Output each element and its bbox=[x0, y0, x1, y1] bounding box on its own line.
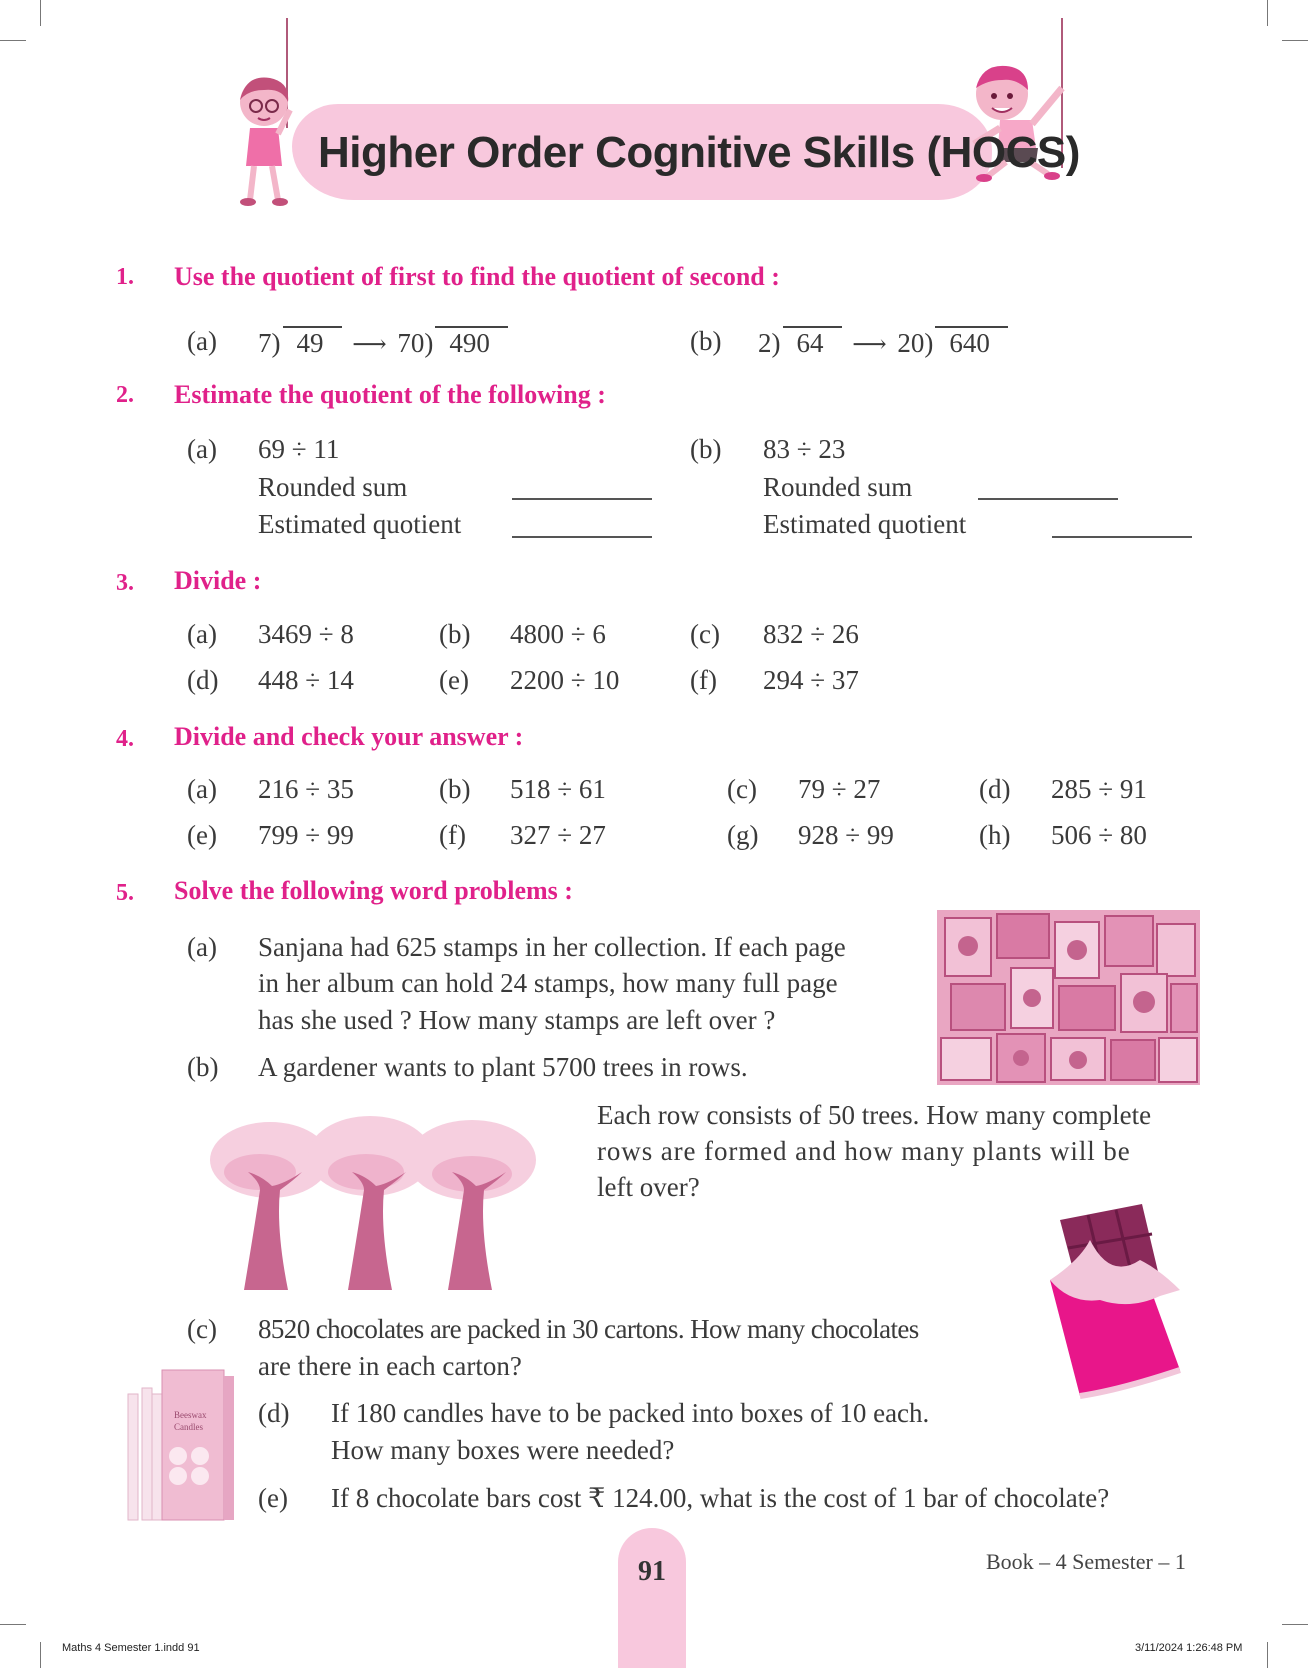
q4-item-expr: 518 ÷ 61 bbox=[510, 774, 606, 804]
q2-b-label: (b) bbox=[690, 434, 722, 464]
q3-item-expr: 3469 ÷ 8 bbox=[258, 619, 354, 649]
question-2-text: Estimate the quotient of the following : bbox=[174, 380, 606, 409]
crop-mark bbox=[0, 1624, 26, 1625]
q2-a-estimated-blank[interactable] bbox=[512, 536, 652, 538]
q4-item-label: (a) bbox=[187, 774, 217, 804]
arrow-right-icon: ⟶ bbox=[852, 332, 887, 358]
question-5-text: Solve the following word problems : bbox=[174, 876, 573, 905]
q5-a-line: in her album can hold 24 stamps, how many full page bbox=[258, 968, 838, 998]
q1-b-long-division: 2) 64 ⟶ 20) 640 bbox=[758, 326, 1008, 359]
q3-item-expr: 832 ÷ 26 bbox=[763, 619, 859, 649]
q3-item-label: (d) bbox=[187, 665, 219, 695]
candle-box-line2: Candles bbox=[174, 1422, 203, 1432]
page-title: Higher Order Cognitive Skills (HOCS) bbox=[318, 128, 1080, 177]
question-1-number: 1. bbox=[116, 264, 134, 290]
crop-mark bbox=[40, 1642, 41, 1668]
divisor: 7 bbox=[258, 328, 272, 358]
q5-b-label: (b) bbox=[187, 1052, 219, 1082]
q4-item-label: (c) bbox=[727, 774, 757, 804]
question-1-text: Use the quotient of first to find the quotient of second : bbox=[174, 262, 780, 291]
q5-c-line: are there in each carton? bbox=[258, 1351, 522, 1381]
girl-illustration bbox=[226, 70, 306, 210]
question-2-number: 2. bbox=[116, 382, 134, 408]
q2-a-expr: 69 ÷ 11 bbox=[258, 434, 340, 464]
crop-mark bbox=[1267, 1642, 1268, 1668]
q4-item-label: (e) bbox=[187, 820, 217, 850]
q3-item-label: (f) bbox=[690, 665, 717, 695]
q1-b-label: (b) bbox=[690, 326, 722, 356]
q5-e-text: If 8 chocolate bars cost ₹ 124.00, what is the cost of 1 bar of chocolate? bbox=[331, 1483, 1110, 1513]
q3-item-label: (a) bbox=[187, 619, 217, 649]
q5-c-line: 8520 chocolates are packed in 30 cartons. How many chocolates bbox=[258, 1314, 919, 1344]
page-number: 91 bbox=[638, 1556, 666, 1587]
q4-item-expr: 79 ÷ 27 bbox=[798, 774, 881, 804]
slug-left: Maths 4 Semester 1.indd 91 bbox=[62, 1642, 200, 1654]
candle-box-line1: Beeswax bbox=[174, 1410, 207, 1420]
q4-item-expr: 285 ÷ 91 bbox=[1051, 774, 1147, 804]
stamps-image bbox=[937, 910, 1200, 1085]
q5-c-label: (c) bbox=[187, 1314, 217, 1344]
q2-b-estimated-label: Estimated quotient bbox=[763, 509, 967, 539]
chocolate-illustration bbox=[1030, 1200, 1195, 1400]
q5-d-line: If 180 candles have to be packed into boxes of 10 each. bbox=[331, 1398, 930, 1428]
q3-item-label: (e) bbox=[439, 665, 469, 695]
crop-mark bbox=[1282, 1624, 1308, 1625]
q5-a-line: has she used ? How many stamps are left over ? bbox=[258, 1005, 776, 1035]
q2-b-estimated-blank[interactable] bbox=[1052, 536, 1192, 538]
divisor: 20 bbox=[897, 328, 925, 358]
q5-a-label: (a) bbox=[187, 932, 217, 962]
q2-a-rounded-blank[interactable] bbox=[512, 498, 652, 500]
question-3-number: 3. bbox=[116, 570, 134, 596]
page-number-tab bbox=[618, 1528, 686, 1668]
q5-d-label: (d) bbox=[258, 1398, 290, 1428]
q2-b-rounded-blank[interactable] bbox=[978, 498, 1118, 500]
question-5-number: 5. bbox=[116, 880, 134, 906]
q2-b-expr: 83 ÷ 23 bbox=[763, 434, 846, 464]
q5-d-line: How many boxes were needed? bbox=[331, 1435, 675, 1465]
book-info: Book – 4 Semester – 1 bbox=[986, 1549, 1186, 1574]
q4-item-label: (d) bbox=[979, 774, 1011, 804]
q4-item-expr: 216 ÷ 35 bbox=[258, 774, 354, 804]
q3-item-expr: 448 ÷ 14 bbox=[258, 665, 354, 695]
question-3-text: Divide : bbox=[174, 566, 262, 595]
q5-b-line: A gardener wants to plant 5700 trees in rows. bbox=[258, 1052, 748, 1082]
q3-item-label: (c) bbox=[690, 619, 720, 649]
slug-right: 3/11/2024 1:26:48 PM bbox=[1135, 1642, 1243, 1654]
candles-illustration bbox=[126, 1366, 236, 1522]
arrow-right-icon: ⟶ bbox=[352, 332, 387, 358]
q4-item-expr: 506 ÷ 80 bbox=[1051, 820, 1147, 850]
q5-a-line: Sanjana had 625 stamps in her collection. If each page bbox=[258, 932, 846, 962]
q3-item-label: (b) bbox=[439, 619, 471, 649]
crop-mark bbox=[40, 0, 41, 26]
dividend: 640 bbox=[935, 326, 1008, 359]
crop-mark bbox=[0, 40, 26, 41]
q2-a-estimated-label: Estimated quotient bbox=[258, 509, 462, 539]
q4-item-label: (f) bbox=[439, 820, 466, 850]
dividend: 49 bbox=[283, 326, 342, 359]
divisor: 2 bbox=[758, 328, 772, 358]
q2-a-rounded-label: Rounded sum bbox=[258, 472, 408, 502]
crop-mark bbox=[1267, 0, 1268, 26]
q3-item-expr: 2200 ÷ 10 bbox=[510, 665, 620, 695]
q5-b-line: rows are formed and how many plants will be bbox=[597, 1136, 1131, 1166]
dividend: 64 bbox=[783, 326, 842, 359]
q4-item-label: (h) bbox=[979, 820, 1011, 850]
q4-item-expr: 928 ÷ 99 bbox=[798, 820, 894, 850]
crop-mark bbox=[1282, 40, 1308, 41]
q4-item-label: (b) bbox=[439, 774, 471, 804]
question-4-number: 4. bbox=[116, 726, 134, 752]
q4-item-label: (g) bbox=[727, 820, 759, 850]
question-4-text: Divide and check your answer : bbox=[174, 722, 524, 751]
q3-item-expr: 294 ÷ 37 bbox=[763, 665, 859, 695]
q2-b-rounded-label: Rounded sum bbox=[763, 472, 913, 502]
q1-a-label: (a) bbox=[187, 326, 217, 356]
q1-a-long-division: 7) 49 ⟶ 70) 490 bbox=[258, 326, 508, 359]
q3-item-expr: 4800 ÷ 6 bbox=[510, 619, 606, 649]
divisor: 70 bbox=[397, 328, 425, 358]
trees-illustration bbox=[210, 1110, 560, 1300]
q5-b-line: Each row consists of 50 trees. How many complete bbox=[597, 1100, 1152, 1130]
q2-a-label: (a) bbox=[187, 434, 217, 464]
q4-item-expr: 799 ÷ 99 bbox=[258, 820, 354, 850]
q5-b-line: left over? bbox=[597, 1172, 700, 1202]
q5-e-label: (e) bbox=[258, 1483, 288, 1513]
q4-item-expr: 327 ÷ 27 bbox=[510, 820, 606, 850]
dividend: 490 bbox=[435, 326, 508, 359]
